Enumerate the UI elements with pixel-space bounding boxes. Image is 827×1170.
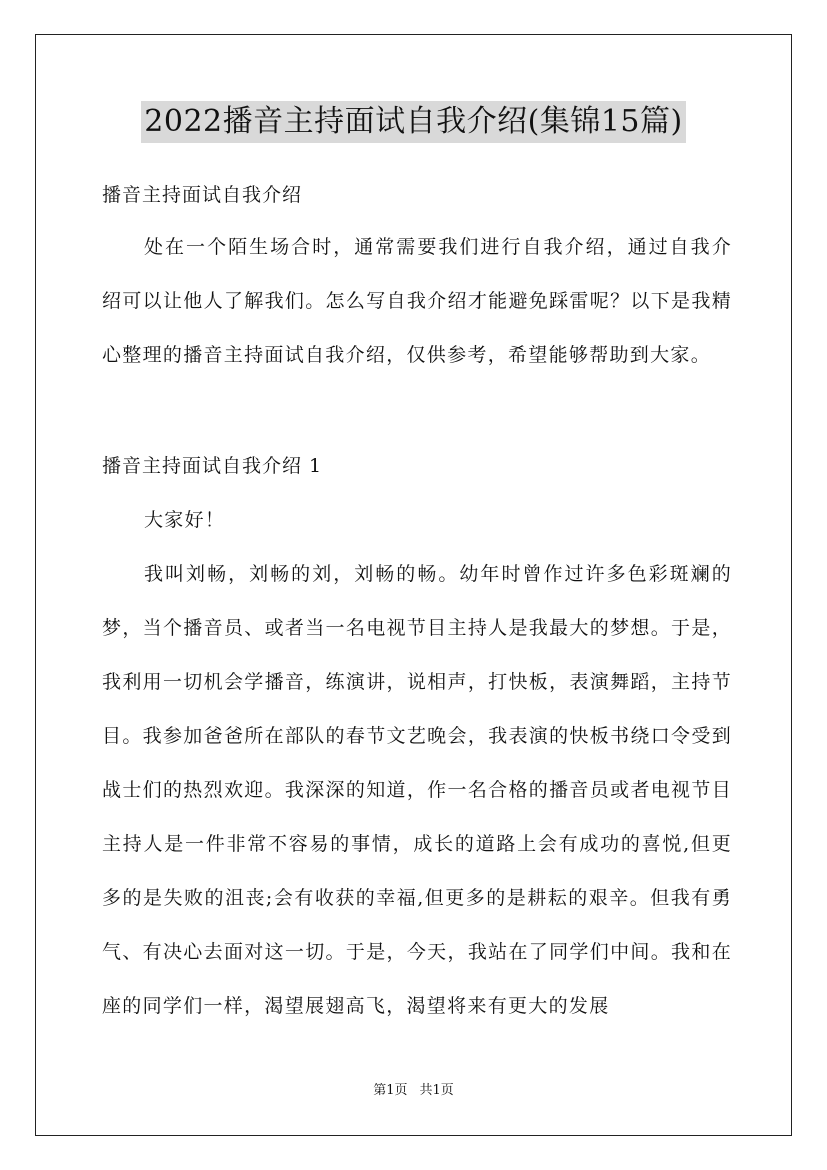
page-number: 第1页 <box>373 1083 408 1098</box>
document-page <box>35 34 792 1136</box>
greeting-paragraph: 大家好！ <box>144 509 226 531</box>
body-paragraph: 我叫刘畅，刘畅的刘，刘畅的畅。幼年时曾作过许多色彩斑斓的梦，当个播音员、或者当一名电视节目主持人是我最大的梦想。于是，我利用一切机会学播音，练演讲，说相声，打快板，表演舞蹈，主持节目。我参加爸爸所在部队的春节文艺晚会，我表演的快板书绕口令受到战士们的热烈欢迎。我深深的知道，作一名合格的播音员或者电视节目主持人是一件非常不容易的事情，成长的道路上会有成功的喜悦,但更多的是失败的沮丧;会有收获的幸福,但更多的是耕耘的艰辛。但我有勇气、有决心去面对这一切。于是，今天，我站在了同学们中间。我和在座的同学们一样，渴望展翅高飞，渴望将来有更大的发展 <box>102 563 732 1017</box>
document-title: 2022播音主持面试自我介绍(集锦15篇) <box>141 101 685 143</box>
title-wrapper <box>36 101 791 143</box>
page-footer <box>36 1082 791 1100</box>
intro-paragraph: 处在一个陌生场合时，通常需要我们进行自我介绍，通过自我介绍可以让他人了解我们。怎么写自我介绍才能避免踩雷呢？以下是我精心整理的播音主持面试自我介绍，仅供参考，希望能够帮助到大家。 <box>102 236 732 366</box>
intro-heading: 播音主持面试自我介绍 <box>102 184 303 206</box>
section-heading: 播音主持面试自我介绍 1 <box>102 455 323 477</box>
page-total: 共1页 <box>419 1083 454 1098</box>
